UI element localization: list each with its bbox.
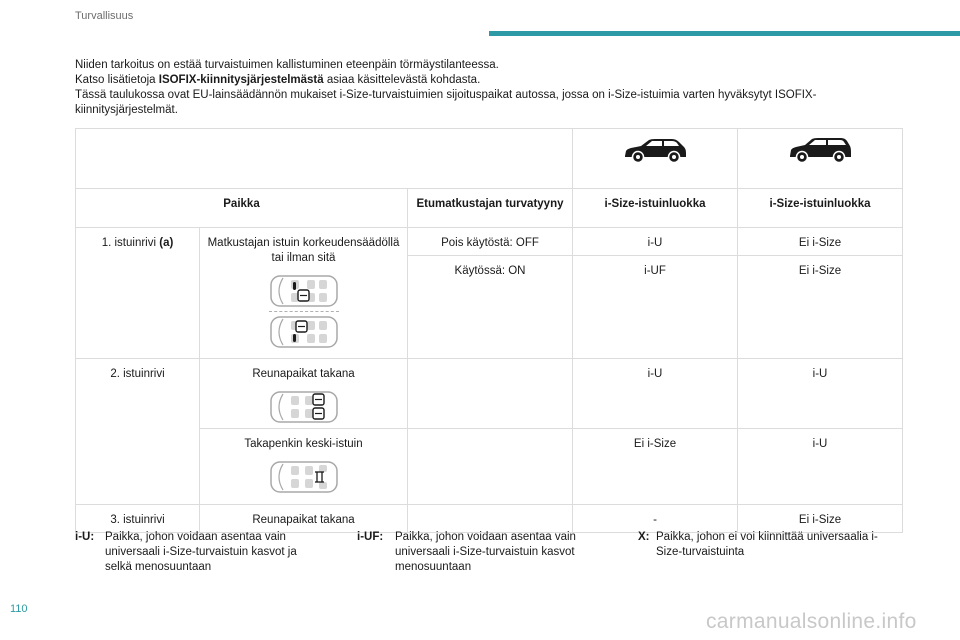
legend-term: X: [638, 531, 650, 543]
row3-label: 3. istuinrivi [76, 505, 200, 533]
row2-label: 2. istuinrivi [76, 359, 200, 505]
intro-text [75, 58, 895, 118]
row1-sub1-class-1: i-U [573, 228, 738, 256]
isize-seat-table [75, 128, 903, 533]
front-passenger-seat-diagram-icon [269, 274, 339, 308]
table-icon-empty [76, 129, 573, 189]
table-row [76, 505, 903, 533]
row2-sub2-airbag [408, 429, 573, 505]
rear-outer-seats-diagram-icon [269, 390, 339, 424]
row1-sub1-airbag: Pois käytöstä: OFF [408, 228, 573, 256]
row3-class-2: Ei i-Size [738, 505, 903, 533]
row2-sub1-class-2: i-U [738, 359, 903, 429]
table-icon-cell-2 [738, 129, 903, 189]
suv-car-icon [787, 137, 853, 165]
rear-middle-seat-diagram-icon [269, 460, 339, 494]
table-row [76, 228, 903, 256]
row1-seat-text: Matkustajan istuin korkeudensäädöllä tai ilman sitä [207, 237, 400, 264]
intro-line-2-before: Katso lisätietoja [75, 74, 159, 86]
row2-sub1-class-1: i-U [573, 359, 738, 429]
seat-diagram-divider [269, 311, 339, 312]
header-airbag: Etumatkustajan turvatyyny [408, 189, 573, 228]
row1-seat [200, 228, 408, 359]
row1-label [76, 228, 200, 359]
front-passenger-seat-rear-facing-diagram-icon [269, 315, 339, 349]
row2-sub2-class-2: i-U [738, 429, 903, 505]
intro-line-2-after: asiaa käsittelevästä kohdasta. [323, 74, 481, 86]
row3-airbag [408, 505, 573, 533]
row1-label-text: 1. istuinrivi [101, 237, 160, 249]
table-icon-row [76, 129, 903, 189]
row2-sub2-seat [200, 429, 408, 505]
page-number: 110 [10, 603, 28, 615]
legend-definition: Paikka, johon voidaan asentaa vain universaali i-Size-turvaistuin kasvot ja selkä menosuuntaan [105, 531, 297, 573]
row2-sub2-class-1: Ei i-Size [573, 429, 738, 505]
section-title: Turvallisuus [75, 10, 134, 22]
table-icon-cell-1 [573, 129, 738, 189]
header-accent-bar [489, 31, 960, 36]
row1-sub1-class-2: Ei i-Size [738, 228, 903, 256]
row2-sub1-seat-text: Reunapaikat takana [252, 368, 355, 380]
row3-seat: Reunapaikat takana [200, 505, 408, 533]
row2-sub1-seat [200, 359, 408, 429]
isofix-reference: ISOFIX-kiinnitysjärjestelmästä [158, 74, 324, 86]
row2-sub1-airbag [408, 359, 573, 429]
row3-class-1: - [573, 505, 738, 533]
hatchback-car-icon [622, 137, 688, 165]
header-class-1: i-Size-istuinluokka [573, 189, 738, 228]
row2-sub2-seat-text: Takapenkin keski-istuin [244, 438, 363, 450]
row1-sub2-airbag: Käytössä: ON [408, 256, 573, 359]
intro-line-2 [75, 73, 895, 88]
legend-definition: Paikka, johon ei voi kiinnittää universaalia i-Size-turvaistuinta [656, 531, 878, 558]
legend-definition: Paikka, johon voidaan asentaa vain universaali i-Size-turvaistuin kasvot menosuuntaan [395, 531, 576, 573]
header-class-2: i-Size-istuinluokka [738, 189, 903, 228]
row1-label-ref: (a) [159, 237, 174, 249]
table-header-row [76, 189, 903, 228]
intro-line-3: Tässä taulukossa ovat EU-lainsäädännön mukaiset i-Size-turvaistuimien sijoituspaikat autossa, jossa on i-Size-istuimia varten hyväksytyt ISOFIX-kiinnitysjärjestelmät. [75, 89, 817, 116]
legend-term: i-U: [75, 531, 95, 543]
intro-line-1: Niiden tarkoitus on estää turvaistuimen kallistuminen eteenpäin törmäystilanteessa. [75, 59, 499, 71]
table-row [76, 429, 903, 505]
header-place: Paikka [76, 189, 408, 228]
legend-term: i-UF: [357, 531, 384, 543]
row1-sub2-class-2: Ei i-Size [738, 256, 903, 359]
row1-sub2-class-1: i-UF [573, 256, 738, 359]
watermark: carmanualsonline.info [706, 610, 917, 633]
table-row [76, 359, 903, 429]
